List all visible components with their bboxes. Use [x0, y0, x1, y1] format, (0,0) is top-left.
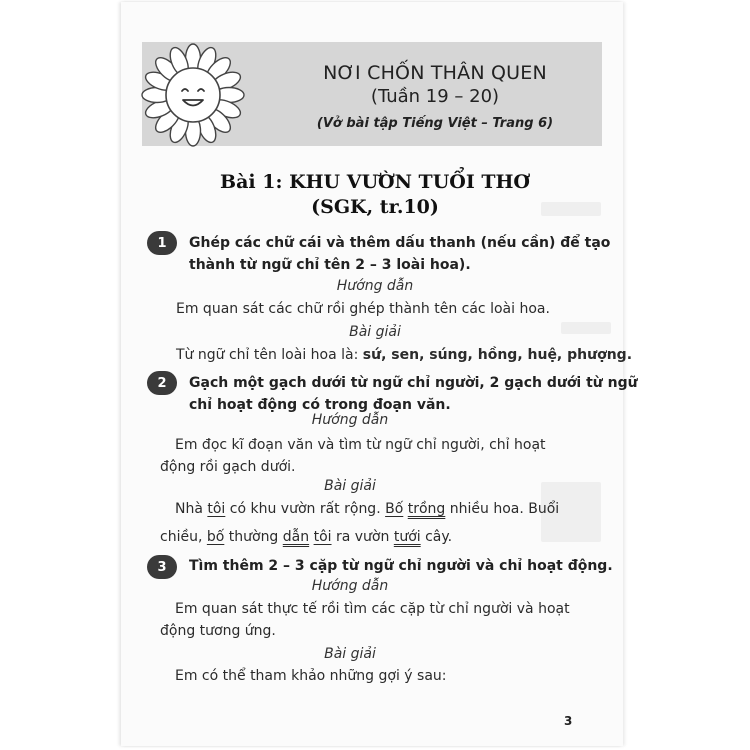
guide-heading: Hướng dẫn: [311, 578, 389, 594]
answer-text: Em có thể tham khảo những gợi ý sau:: [175, 668, 447, 684]
answer-heading: Bài giải: [324, 646, 376, 662]
answer-text: Từ ngữ chỉ tên loài hoa là: sứ, sen, súng, hồng, huệ, phượng.: [176, 347, 633, 363]
answer-paragraph-line: Nhà tôi có khu vườn rất rộng. Bố trồng nhiều hoa. Buổi: [175, 501, 560, 517]
sunflower-icon: [138, 40, 248, 150]
page-number: 3: [564, 714, 573, 728]
guide-text: động rồi gạch dưới.: [160, 459, 296, 475]
answer-paragraph-line: chiều, bố thường dẫn tôi ra vườn tưới cây.: [160, 529, 453, 545]
person-word: bố: [206, 529, 225, 545]
person-word: Bố: [385, 501, 404, 517]
unit-title: NƠI CHỐN THÂN QUEN: [323, 62, 547, 84]
exercise-number-badge: 2: [147, 371, 177, 395]
person-word: tôi: [313, 529, 332, 545]
exercise-question: thành từ ngữ chỉ tên 2 – 3 loài hoa).: [189, 257, 471, 273]
exercise-question: Tìm thêm 2 – 3 cặp từ ngữ chỉ người và chỉ hoạt động.: [189, 558, 613, 574]
guide-text: Em quan sát các chữ rồi ghép thành tên các loài hoa.: [176, 301, 550, 317]
lesson-title: Bài 1: KHU VƯỜN TUỔI THƠ: [220, 171, 530, 193]
lesson-source: (SGK, tr.10): [311, 196, 439, 218]
exercise-number-badge: 3: [147, 555, 177, 579]
guide-text: Em quan sát thực tế rồi tìm các cặp từ chỉ người và hoạt: [175, 601, 570, 617]
action-word: dẫn: [282, 529, 310, 545]
unit-week: (Tuần 19 – 20): [370, 86, 500, 107]
exercise-question: Gạch một gạch dưới từ ngữ chỉ người, 2 gạch dưới từ ngữ: [189, 375, 638, 391]
action-word: tưới: [393, 529, 421, 545]
guide-text: động tương ứng.: [160, 623, 276, 639]
answer-flower-names: sứ, sen, súng, hồng, huệ, phượng.: [362, 347, 633, 363]
exercise-number-badge: 1: [147, 231, 177, 255]
person-word: tôi: [207, 501, 226, 517]
exercise-question: Ghép các chữ cái và thêm dấu thanh (nếu cần) để tạo: [189, 235, 611, 251]
guide-heading: Hướng dẫn: [311, 412, 389, 428]
guide-text: Em đọc kĩ đoạn văn và tìm từ ngữ chỉ người, chỉ hoạt: [175, 437, 546, 453]
answer-heading: Bài giải: [349, 324, 401, 340]
guide-heading: Hướng dẫn: [336, 278, 414, 294]
action-word: trồng: [407, 501, 446, 517]
workbook-reference: (Vở bài tập Tiếng Việt – Trang 6): [316, 116, 554, 131]
exercise-question: chỉ hoạt động có trong đoạn văn.: [189, 397, 451, 413]
answer-heading: Bài giải: [324, 478, 376, 494]
